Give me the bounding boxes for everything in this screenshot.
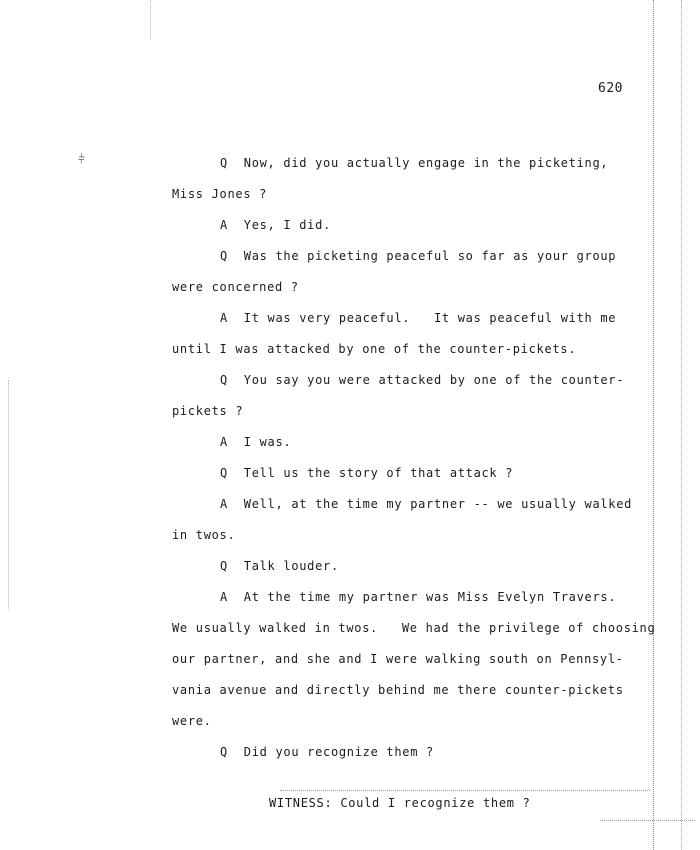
transcript-line: were concerned ? <box>172 280 299 294</box>
scan-bottom-artifact <box>600 820 695 821</box>
transcript-line: We usually walked in twos. We had the privilege of choosing <box>172 621 656 635</box>
transcript-line: in twos. <box>172 528 236 542</box>
scan-edge-artifact <box>653 0 654 850</box>
scan-bottom-artifact <box>280 790 650 791</box>
transcript-line: Q Did you recognize them ? <box>220 745 434 759</box>
transcript-line: WITNESS: Could I recognize them ? <box>269 796 531 810</box>
scan-edge-artifact <box>150 0 151 40</box>
transcript-line: Q Tell us the story of that attack ? <box>220 466 514 480</box>
transcript-line: Q You say you were attacked by one of the counter- <box>220 373 625 387</box>
transcript-line: Q Now, did you actually engage in the picketing, <box>220 156 609 170</box>
transcript-line: A It was very peaceful. It was peaceful with me <box>220 311 617 325</box>
scan-edge-artifact <box>681 0 682 850</box>
transcript-line: were. <box>172 714 212 728</box>
transcript-line: A At the time my partner was Miss Evelyn Travers. <box>220 590 617 604</box>
transcript-line: pickets ? <box>172 404 244 418</box>
transcript-line: A I was. <box>220 435 292 449</box>
scan-edge-artifact <box>8 380 9 610</box>
transcript-line: vania avenue and directly behind me there counter-pickets <box>172 683 624 697</box>
page-number: 620 <box>598 81 623 96</box>
transcript-line: A Yes, I did. <box>220 218 331 232</box>
transcript-line: Q Talk louder. <box>220 559 339 573</box>
transcript-line: until I was attacked by one of the counter-pickets. <box>172 342 577 356</box>
transcript-line: A Well, at the time my partner -- we usually walked <box>220 497 633 511</box>
margin-mark-icon: ⫩ <box>78 152 85 166</box>
transcript-line: our partner, and she and I were walking south on Pennsyl- <box>172 652 624 666</box>
transcript-line: Miss Jones ? <box>172 187 268 201</box>
transcript-line: Q Was the picketing peaceful so far as your group <box>220 249 617 263</box>
